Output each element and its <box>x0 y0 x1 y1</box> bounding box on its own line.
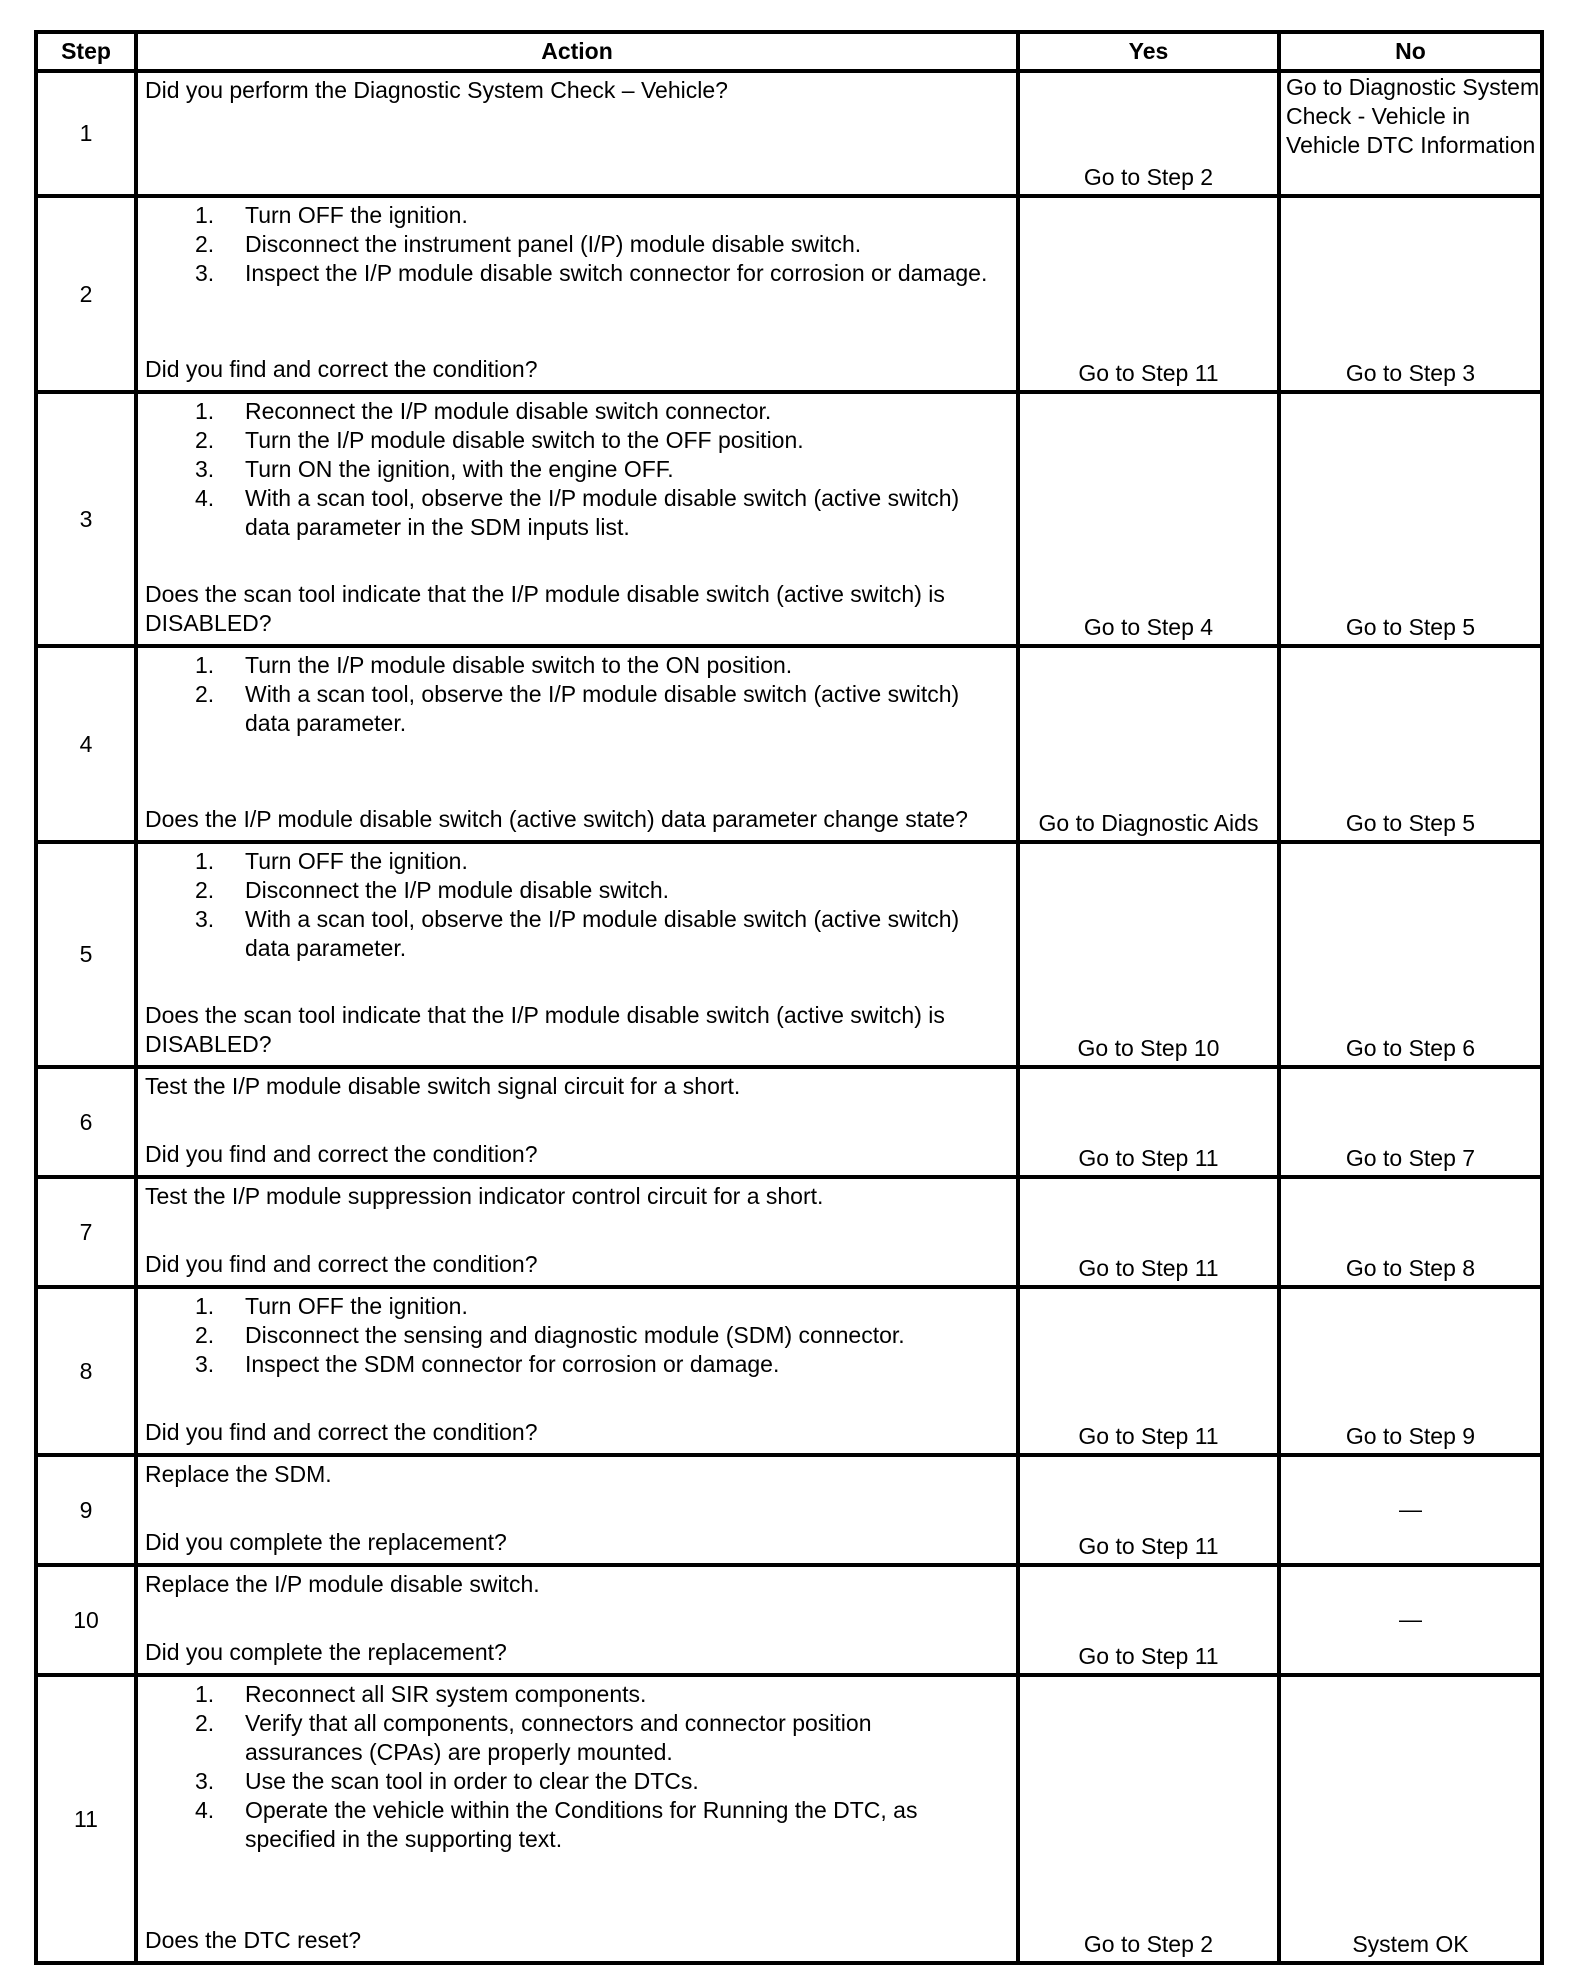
instruction-item <box>145 484 1008 542</box>
instruction-list <box>145 397 1008 542</box>
item-text: Operate the vehicle within the Conditions for Running the DTC, as specified in the supporting text. <box>245 1797 918 1852</box>
action-cell <box>136 71 1018 196</box>
item-text: With a scan tool, observe the I/P module disable switch (active switch) data parameter. <box>245 906 960 961</box>
no-result: Go to Diagnostic System Check - Vehicle in Vehicle DTC Information <box>1279 71 1542 196</box>
instruction-list <box>145 1292 1008 1379</box>
item-number: 4. <box>195 1797 215 1823</box>
instruction-item <box>145 1292 1008 1321</box>
action-cell <box>136 1067 1018 1177</box>
question-text: Did you complete the replacement? <box>145 1639 507 1665</box>
no-result: — <box>1279 1565 1542 1675</box>
action-cell <box>136 1565 1018 1675</box>
yes-result: Go to Step 11 <box>1018 1565 1279 1675</box>
item-number: 1. <box>195 652 215 678</box>
item-number: 2. <box>195 877 215 903</box>
step-number: 1 <box>36 71 136 196</box>
instruction-list <box>145 651 1008 738</box>
action-cell <box>136 1455 1018 1565</box>
item-number: 1. <box>195 1681 215 1707</box>
table-row <box>36 392 1542 646</box>
instruction-item <box>145 680 1008 738</box>
step-number: 4 <box>36 646 136 842</box>
item-number: 2. <box>195 231 215 257</box>
no-result: System OK <box>1279 1675 1542 1963</box>
yes-result: Go to Step 11 <box>1018 1287 1279 1455</box>
question-text: Does the DTC reset? <box>145 1927 362 1953</box>
question-text: Did you find and correct the condition? <box>145 1419 538 1445</box>
item-number: 3. <box>195 260 215 286</box>
yes-result: Go to Step 11 <box>1018 1455 1279 1565</box>
question-text: Did you find and correct the condition? <box>145 356 538 382</box>
instruction-item <box>145 1796 1008 1854</box>
yes-result: Go to Step 11 <box>1018 1067 1279 1177</box>
question-text: Did you find and correct the condition? <box>145 1251 538 1277</box>
step-number: 3 <box>36 392 136 646</box>
header-yes: Yes <box>1018 32 1279 71</box>
table-row <box>36 1455 1542 1565</box>
item-text: Turn ON the ignition, with the engine OFF. <box>245 456 674 482</box>
item-number: 1. <box>195 398 215 424</box>
no-result: Go to Step 7 <box>1279 1067 1542 1177</box>
step-number: 7 <box>36 1177 136 1287</box>
instruction-item <box>145 259 1008 288</box>
instruction-text: Test the I/P module disable switch signal circuit for a short. <box>145 1073 741 1099</box>
table-row <box>36 646 1542 842</box>
item-text: Use the scan tool in order to clear the DTCs. <box>245 1768 699 1794</box>
table-row <box>36 196 1542 392</box>
yes-result: Go to Diagnostic Aids <box>1018 646 1279 842</box>
no-result: Go to Step 8 <box>1279 1177 1542 1287</box>
instruction-text: Replace the I/P module disable switch. <box>145 1571 540 1597</box>
item-number: 1. <box>195 848 215 874</box>
no-result: Go to Step 9 <box>1279 1287 1542 1455</box>
table-body <box>36 71 1542 1963</box>
no-result: Go to Step 5 <box>1279 392 1542 646</box>
question-text: Does the scan tool indicate that the I/P module disable switch (active switch) is DISABLED? <box>145 581 945 636</box>
header-step: Step <box>36 32 136 71</box>
item-number: 3. <box>195 456 215 482</box>
instruction-item <box>145 905 1008 963</box>
header-no: No <box>1279 32 1542 71</box>
instruction-item <box>145 455 1008 484</box>
yes-result: Go to Step 11 <box>1018 196 1279 392</box>
no-result: Go to Step 6 <box>1279 842 1542 1067</box>
item-number: 2. <box>195 1322 215 1348</box>
yes-result: Go to Step 10 <box>1018 842 1279 1067</box>
item-text: Turn the I/P module disable switch to the OFF position. <box>245 427 804 453</box>
instruction-item <box>145 1321 1008 1350</box>
table-row <box>36 842 1542 1067</box>
step-number: 10 <box>36 1565 136 1675</box>
action-cell <box>136 646 1018 842</box>
item-number: 1. <box>195 202 215 228</box>
question-text: Did you complete the replacement? <box>145 1529 507 1555</box>
instruction-item <box>145 230 1008 259</box>
instruction-text: Replace the SDM. <box>145 1461 332 1487</box>
action-cell <box>136 196 1018 392</box>
action-cell <box>136 1287 1018 1455</box>
no-result: Go to Step 3 <box>1279 196 1542 392</box>
item-number: 4. <box>195 485 215 511</box>
instruction-list <box>145 201 1008 288</box>
item-number: 2. <box>195 427 215 453</box>
instruction-item <box>145 1709 1008 1767</box>
item-number: 2. <box>195 681 215 707</box>
item-text: With a scan tool, observe the I/P module disable switch (active switch) data parameter. <box>245 681 960 736</box>
action-cell <box>136 842 1018 1067</box>
action-cell <box>136 1177 1018 1287</box>
item-text: Turn OFF the ignition. <box>245 1293 468 1319</box>
instruction-list <box>145 1680 1008 1854</box>
item-text: Disconnect the instrument panel (I/P) module disable switch. <box>245 231 862 257</box>
yes-result: Go to Step 2 <box>1018 71 1279 196</box>
action-cell <box>136 1675 1018 1963</box>
item-number: 2. <box>195 1710 215 1736</box>
question-text: Does the I/P module disable switch (active switch) data parameter change state? <box>145 806 968 832</box>
instruction-text: Did you perform the Diagnostic System Check – Vehicle? <box>145 77 728 103</box>
table-row <box>36 71 1542 196</box>
header-row <box>36 32 1542 71</box>
instruction-list <box>145 847 1008 963</box>
table-row <box>36 1177 1542 1287</box>
question-text: Did you find and correct the condition? <box>145 1141 538 1167</box>
item-text: Disconnect the sensing and diagnostic module (SDM) connector. <box>245 1322 905 1348</box>
instruction-text: Test the I/P module suppression indicator control circuit for a short. <box>145 1183 824 1209</box>
table-row <box>36 1067 1542 1177</box>
instruction-item <box>145 876 1008 905</box>
instruction-item <box>145 426 1008 455</box>
instruction-item <box>145 1680 1008 1709</box>
instruction-item <box>145 397 1008 426</box>
instruction-item <box>145 651 1008 680</box>
step-number: 9 <box>36 1455 136 1565</box>
item-text: Inspect the SDM connector for corrosion or damage. <box>245 1351 780 1377</box>
item-text: Turn OFF the ignition. <box>245 202 468 228</box>
item-number: 1. <box>195 1293 215 1319</box>
step-number: 11 <box>36 1675 136 1963</box>
step-number: 2 <box>36 196 136 392</box>
yes-result: Go to Step 11 <box>1018 1177 1279 1287</box>
table-row <box>36 1565 1542 1675</box>
item-number: 3. <box>195 906 215 932</box>
table-row <box>36 1287 1542 1455</box>
diagnostic-table <box>34 30 1544 1965</box>
item-text: With a scan tool, observe the I/P module disable switch (active switch) data parameter in the SDM inputs list. <box>245 485 960 540</box>
item-text: Turn OFF the ignition. <box>245 848 468 874</box>
item-text: Verify that all components, connectors and connector position assurances (CPAs) are properly mounted. <box>245 1710 872 1765</box>
instruction-item <box>145 1767 1008 1796</box>
instruction-item <box>145 201 1008 230</box>
item-number: 3. <box>195 1768 215 1794</box>
no-result: — <box>1279 1455 1542 1565</box>
no-result: Go to Step 5 <box>1279 646 1542 842</box>
action-cell <box>136 392 1018 646</box>
yes-result: Go to Step 4 <box>1018 392 1279 646</box>
item-text: Turn the I/P module disable switch to the ON position. <box>245 652 793 678</box>
step-number: 5 <box>36 842 136 1067</box>
step-number: 8 <box>36 1287 136 1455</box>
table-row <box>36 1675 1542 1963</box>
step-number: 6 <box>36 1067 136 1177</box>
item-text: Reconnect all SIR system components. <box>245 1681 647 1707</box>
yes-result: Go to Step 2 <box>1018 1675 1279 1963</box>
question-text: Does the scan tool indicate that the I/P module disable switch (active switch) is DISABLED? <box>145 1002 945 1057</box>
item-text: Reconnect the I/P module disable switch connector. <box>245 398 772 424</box>
instruction-item <box>145 847 1008 876</box>
instruction-item <box>145 1350 1008 1379</box>
item-number: 3. <box>195 1351 215 1377</box>
header-action: Action <box>136 32 1018 71</box>
item-text: Inspect the I/P module disable switch connector for corrosion or damage. <box>245 260 988 286</box>
item-text: Disconnect the I/P module disable switch. <box>245 877 670 903</box>
